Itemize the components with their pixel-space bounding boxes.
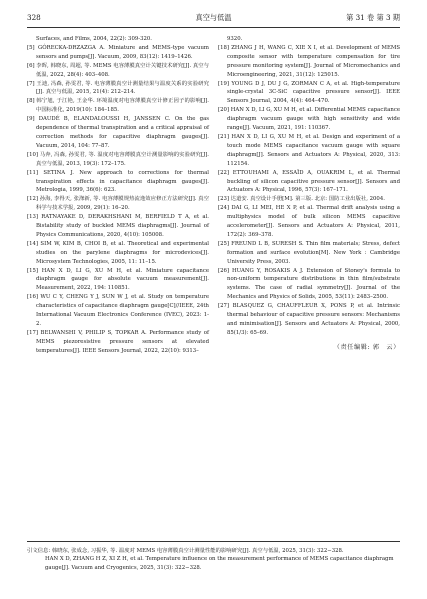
responsible-editor: （责任编辑: 郭 云） [333,343,400,351]
reference-entry: 9320. [227,36,243,42]
reference-entry: [19] YOUNG D J, DU J G, ZORMAN C A, et al. High-temperature single-crystal 3C-SiC capacitive pressure sensor[J]. IEEE Sensors Journal, 2004, 4(4): 464–470. [218,80,400,105]
reference-entry: [12] 孙海, 李得天, 张涤新, 等. 电容薄膜规热流逸效应修正方法研究[J]. 真空科学与技术学报, 2009, 29(1): 16–20. [27,196,209,212]
footnote-rule [27,541,400,542]
reference-entry: [8] 韩宁旭, 于江艳, 王金华. 环境温度对电容薄膜真空计修正因子的影响[J]. 中国标准化, 2019(10): 184–185. [27,98,209,114]
reference-entry: [18] ZHANG J H, WANG C, XIE X I, et al. Development of MEMS composite sensor with temperature compensation for tire pressure monitoring system[J]. Journal of Micromechanics and Microengineering, 2021, 31(12): 125015. [218,44,400,78]
header-rule [27,27,400,28]
running-header [27,13,400,26]
reference-entry: Surfaces, and Films, 2004, 22(2): 309-320. [36,36,152,42]
reference-entry: [5] GÓRECKA-DRZAZGA A. Miniature and MEMS-type vacuum sensors and pumps[J]. Vacuum, 2009, 83(12): 1419–1426. [27,44,209,60]
citation-block [27,547,400,572]
reference-entry: [16] WU C Y, CHENG Y J, SUN W J, et al. Study on temperature characteristics of capacitance diaphragm gauge[C]//IEEE, 24th International Vacuum Electronics Conference (IVEC), 2023: 1-2. [27,294,209,327]
reference-entry: [26] HUANG Y, ROSAKIS A J. Extension of Stoney's formula to non-uniform temperature distributions in thin film/substrate systems. The case of radial symmetry[J]. Journal of the Mechanics and Physics of Solids, 2005, 53(11): 2483–2500. [218,267,400,301]
page-number: 328 [27,13,41,22]
reference-entry: [24] DAI G, LI MEI, HE X P, et al. Thermal drift analysis using a multiphysics model of bulk silicon MEMS capacitive accelerometer[J]. Sensors and Actuators A: Physical, 2011, 172(2): 369–378. [218,205,400,238]
reference-entry: [25] FREUND L B, SURESH S. Thin film materials; Stress, defect formation and surface evolution[M]. New York : Cambridge University Press, 2003. [218,240,400,265]
reference-entry: [13] RATNAYAKE D, DERAKHSHANI M, BERFIELD T A, et al. Bistability study of buckled MEMS diaphragms[J]. Journal of Physics Communications, 2020, 4(10): 105008. [27,214,209,238]
reference-entry: [15] HAN X D, LI G, XU M H, et al. Miniature capacitance diaphragm gauge for absolute vacuum measurement[J]. Measurement, 2022, 194: 110851. [27,267,209,292]
volume-issue: 第 31 卷 第 3 期 [346,13,400,22]
reference-entry: [14] SIM W, KIM B, CHOI B, et al. Theoretical and experimental studies on the parylene diaphragms for microdevices[J]. Microsystem Technologies, 2005, 11: 11–15. [27,240,209,265]
reference-entry: [6] 李晖, 韩晓东, 周超, 等. MEMS 电容薄膜真空计关键技术研究[J]. 真空与低温, 2022, 28(4): 403–408. [27,62,209,78]
references-right-column [218,35,400,353]
reference-entry: [21] HAN X D, LI G, XU M H, et al. Design and experiment of a touch mode MEMS capacitance vacuum gauge with square diaphragm[J]. Sensors and Actuators A: Physical, 2020, 313: 112154. [218,133,400,167]
reference-entry: [11] SETINA J. New approach to corrections for thermal transpiration effects in capacitance diaphragm gauges[J]. Metrologia, 1999, 36(6): 623. [27,169,209,194]
reference-entry: [23] 达道安. 真空设计手册[M]. 第三版. 北京: 国防工业出版社, 2004. [218,196,385,203]
reference-entry: [17] BELWANSHI V, PHILIP S, TOPKAR A. Performance study of MEMS piezoresistive pressure sensors at elevated temperatures[J]. IEEE Sensors Journal, 2022, 22(10): 9313– [27,329,209,354]
reference-entry: [27] BLASQUEZ G, CHAUFFLEUR X, PONS P, et al. Intrinsic thermal behaviour of capacitive pressure sensors: Mechanisms and minimisation[J]. Sensors and Actuators A: Physical, 2000, 85(1/3): 65–69. [218,303,400,336]
reference-entry: [9] DAUDÉ B, ELANDALOUSSI H, JANSSEN C. On the gas dependence of thermal transpiration and a critical appraisal of correction methods for capacitive diaphragm gauges[J]. Vacuum, 2014, 104: 77–87. [27,116,209,149]
citation-cn: 引文信息: 韩晓东, 张成念, 习振华, 等. 温度对 MEMS 电容薄膜真空计测量性能的影响研究[J]. 真空与低温, 2025, 31(3): 322−328. [27,548,344,554]
reference-entry: [10] 马奔, 冯森, 孙雯君, 等. 温度对电容薄膜真空计测量影响的实验研究[J]. 真空与低温, 2013, 19(3): 172–175. [27,151,209,167]
reference-entry: [7] 王迪, 冯森, 孙雯君, 等. 电容薄膜真空计测量结果与温度关系的实验研究[J]. 真空与低温, 2015, 21(4): 212–214. [27,80,209,96]
reference-entry: [22] ETTOUHAMI A, ESSAÏD A, OUAKRIM L, et al. Thermal buckling of silicon capacitive pressure sensor[J]. Sensors and Actuators A: Physical, 1996, 57(3): 167–171. [218,169,400,194]
citation-en: HAN X D, ZHANG H Z, XI Z H, et al. Temperature influence on the measurement performance of MEMS capacitance diaphragm gauge[J]. Vacuum and Cryogenics, 2025, 31(3): 322−328. [45,556,394,571]
references-left-column [27,35,209,356]
reference-entry: [20] HAN X D, LI G, XU M H, et al. Differential MEMS capacitance diaphragm vacuum gauge with high sensitivity and wide range[J]. Vacuum, 2021, 191: 110367. [218,107,400,132]
journal-title: 真空与低温 [195,13,232,22]
citation-label: 引文信息: [27,548,52,554]
